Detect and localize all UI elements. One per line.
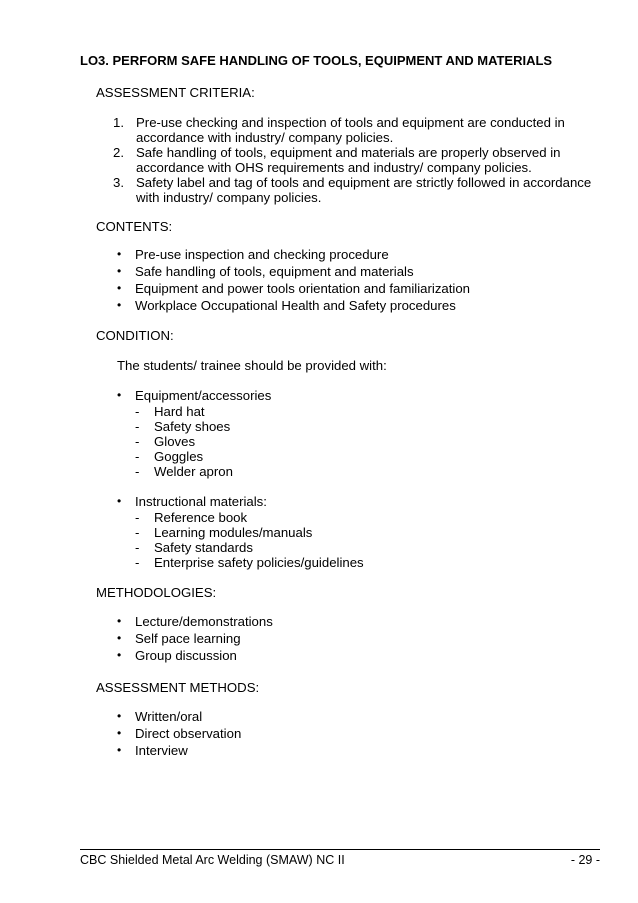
bullet-icon: •: [117, 281, 122, 295]
page-title: LO3. PERFORM SAFE HANDLING OF TOOLS, EQUIPMENT AND MATERIALS: [80, 53, 553, 68]
item-text: Safe handling of tools, equipment and materials: [135, 264, 414, 279]
list-item: [117, 742, 241, 759]
item-text: Safety standards: [154, 540, 253, 555]
list-item: [117, 246, 470, 263]
list-item: [117, 647, 273, 664]
assessment-methods-list: [117, 708, 241, 759]
item-text: Pre-use inspection and checking procedure: [135, 247, 389, 262]
dash-marker: -: [135, 464, 140, 479]
group-label: Instructional materials:: [135, 494, 267, 509]
item-text: Safety shoes: [154, 419, 231, 434]
list-item: [135, 540, 364, 555]
assessment-methods-heading: ASSESSMENT METHODS:: [96, 680, 260, 695]
list-item: [135, 449, 233, 464]
item-text: Goggles: [154, 449, 204, 464]
item-text: Reference book: [154, 510, 248, 525]
group-label: Equipment/accessories: [135, 388, 272, 403]
list-item: [135, 419, 233, 434]
page-number: - 29 -: [570, 853, 600, 867]
bullet-icon: •: [117, 743, 122, 757]
methodologies-list: [117, 613, 273, 664]
instructional-group: [117, 493, 267, 510]
list-item: [117, 493, 267, 510]
list-item: [117, 630, 273, 647]
bullet-icon: •: [117, 247, 122, 261]
list-item: [117, 725, 241, 742]
list-item: [117, 263, 470, 280]
assessment-criteria-list: [113, 115, 593, 205]
instructional-list: [135, 510, 364, 570]
list-item: [135, 404, 233, 419]
list-item: [117, 613, 273, 630]
item-number: 2.: [113, 145, 124, 160]
list-item: [117, 297, 470, 314]
item-number: 1.: [113, 115, 124, 130]
list-item: [135, 555, 364, 570]
list-item: [135, 464, 233, 479]
dash-marker: -: [135, 540, 140, 555]
item-text: Safety label and tag of tools and equipment are strictly followed in accordance with industry/ company policies.: [136, 175, 592, 205]
bullet-icon: •: [117, 648, 122, 662]
item-text: Pre-use checking and inspection of tools and equipment are conducted in accordance with industry/ company policies.: [136, 115, 565, 145]
contents-list: [117, 246, 470, 314]
bullet-icon: •: [117, 631, 122, 645]
bullet-icon: •: [117, 494, 122, 508]
footer-document-title: CBC Shielded Metal Arc Welding (SMAW) NC II: [80, 853, 345, 867]
equipment-group: [117, 387, 271, 404]
item-text: Written/oral: [135, 709, 203, 724]
assessment-criteria-heading: ASSESSMENT CRITERIA:: [96, 85, 255, 100]
bullet-icon: •: [117, 264, 122, 278]
list-item: [117, 387, 271, 404]
list-item: [117, 708, 241, 725]
list-item: [113, 115, 593, 145]
contents-heading: CONTENTS:: [96, 219, 173, 234]
dash-marker: -: [135, 525, 140, 540]
methodologies-heading: METHODOLOGIES:: [96, 585, 217, 600]
bullet-icon: •: [117, 388, 122, 402]
bullet-icon: •: [117, 726, 122, 740]
dash-marker: -: [135, 419, 140, 434]
list-item: [113, 145, 593, 175]
dash-marker: -: [135, 555, 140, 570]
item-text: Welder apron: [154, 464, 233, 479]
item-text: Group discussion: [135, 648, 237, 663]
item-text: Lecture/demonstrations: [135, 614, 273, 629]
item-text: Workplace Occupational Health and Safety procedures: [135, 298, 456, 313]
item-text: Interview: [135, 743, 188, 758]
list-item: [135, 510, 364, 525]
item-text: Learning modules/manuals: [154, 525, 313, 540]
item-text: Hard hat: [154, 404, 205, 419]
list-item: [135, 525, 364, 540]
list-item: [117, 280, 470, 297]
item-text: Enterprise safety policies/guidelines: [154, 555, 364, 570]
condition-heading: CONDITION:: [96, 328, 174, 343]
dash-marker: -: [135, 449, 140, 464]
item-number: 3.: [113, 175, 124, 190]
item-text: Equipment and power tools orientation and familiarization: [135, 281, 471, 296]
item-text: Gloves: [154, 434, 196, 449]
item-text: Self pace learning: [135, 631, 241, 646]
item-text: Safe handling of tools, equipment and materials are properly observed in accordance with OHS requirements and industry/ company policies.: [136, 145, 561, 175]
item-text: Direct observation: [135, 726, 242, 741]
bullet-icon: •: [117, 298, 122, 312]
bullet-icon: •: [117, 614, 122, 628]
dash-marker: -: [135, 510, 140, 525]
dash-marker: -: [135, 434, 140, 449]
equipment-list: [135, 404, 233, 479]
dash-marker: -: [135, 404, 140, 419]
list-item: [135, 434, 233, 449]
bullet-icon: •: [117, 709, 122, 723]
footer-divider: [80, 849, 600, 850]
list-item: [113, 175, 593, 205]
condition-intro: The students/ trainee should be provided with:: [117, 358, 387, 373]
